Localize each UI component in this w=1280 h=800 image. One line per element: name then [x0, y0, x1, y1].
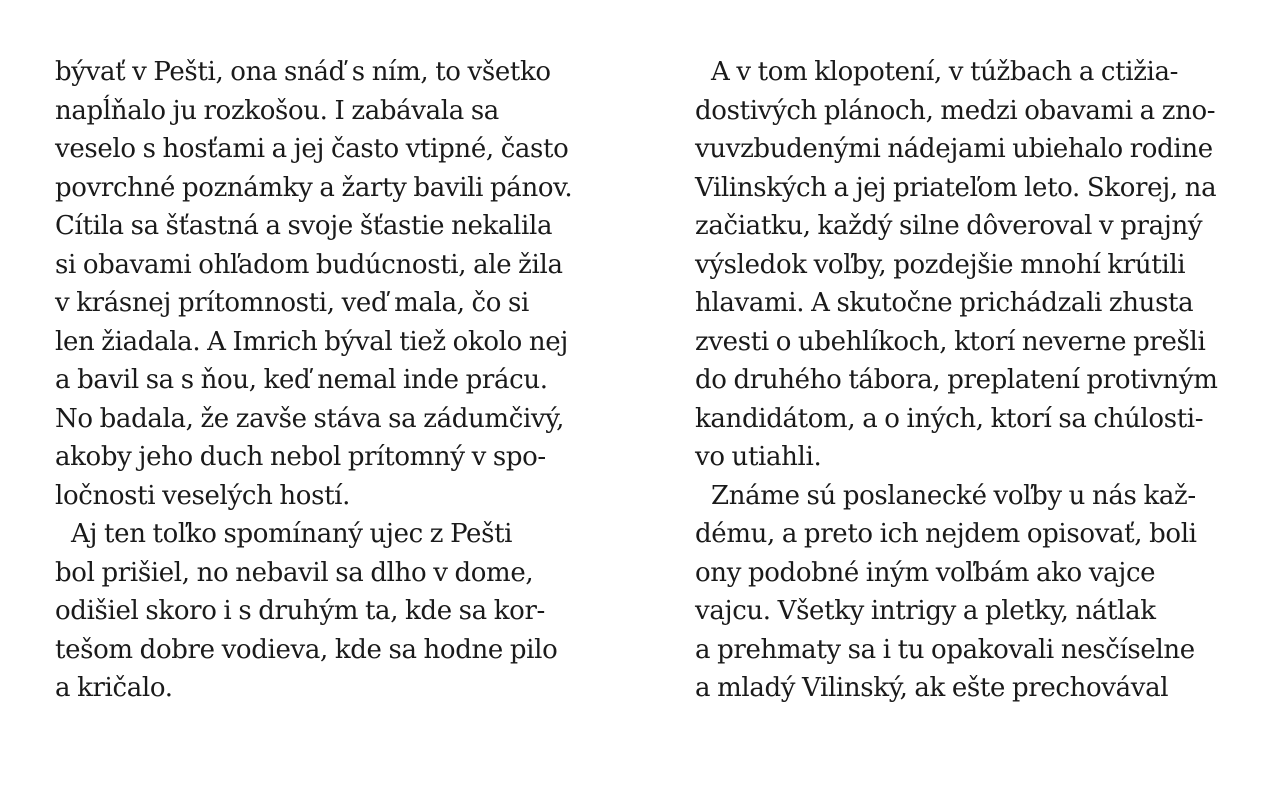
text-line: a mladý Vilinský, ak ešte prechovával	[695, 673, 1169, 703]
text-line: tešom dobre vodieva, kde sa hodne pilo	[55, 634, 558, 665]
text-line: bol prišiel, no nebavil sa dlho v dome,	[55, 557, 534, 588]
text-line: výsledok voľby, pozdejšie mnohí krútili	[695, 249, 1186, 280]
text-line: bývať v Pešti, ona snáď s ním, to všetko	[55, 57, 551, 87]
text-line: ony podobné iným voľbám ako vajce	[695, 557, 1156, 588]
text-line: Cítila sa šťastná a svoje šťastie nekalila	[55, 211, 553, 241]
text-line: a prehmaty sa i tu opakovali nesčíselne	[695, 634, 1195, 665]
text-line: ločnosti veselých hostí.	[55, 480, 351, 511]
text-line: do druhého tábora, preplatení protivným	[695, 365, 1218, 395]
text-line: Vilinských a jej priateľom leto. Skorej, na	[695, 172, 1217, 203]
left-text-column	[55, 53, 615, 708]
text-line: dému, a preto ich nejdem opisovať, boli	[695, 519, 1197, 549]
text-line: napĺňalo ju rozkošou. I zabávala sa	[55, 95, 499, 126]
text-line: začiatku, každý silne dôveroval v prajný	[695, 211, 1203, 241]
text-line: len žiadala. A Imrich býval tiež okolo nej	[55, 326, 569, 357]
text-line: v krásnej prítomnosti, veď mala, čo si	[55, 288, 529, 318]
text-line: kandidátom, a o iných, ktorí sa chúlosti-	[695, 403, 1204, 434]
paragraph-start-line: Aj ten toľko spomínaný ujec z Pešti	[71, 519, 513, 549]
text-line: odišiel skoro i s druhým ta, kde sa kor-	[55, 596, 545, 626]
text-line: vo utiahli.	[695, 442, 822, 472]
text-line: veselo s hosťami a jej často vtipné, často	[55, 134, 569, 164]
paragraph-start-line: Známe sú poslanecké voľby u nás kaž-	[711, 480, 1196, 511]
text-line: si obavami ohľadom budúcnosti, ale žila	[55, 249, 563, 280]
text-line: hlavami. A skutočne prichádzali zhusta	[695, 288, 1194, 318]
paragraph-start-line: A v tom klopotení, v túžbach a ctižia-	[711, 57, 1179, 87]
text-line: akoby jeho duch nebol prítomný v spo-	[55, 442, 546, 472]
text-line: vajcu. Všetky intrigy a pletky, nátlak	[695, 596, 1156, 626]
text-line: zvesti o ubehlíkoch, ktorí neverne prešli	[695, 326, 1206, 357]
right-text-column	[695, 53, 1255, 708]
text-line: No badala, že zavše stáva sa zádumčivý,	[55, 403, 565, 434]
text-line: povrchné poznámky a žarty bavili pánov.	[55, 172, 573, 203]
text-line: dostivých plánoch, medzi obavami a zno-	[695, 95, 1216, 126]
text-line: a kričalo.	[55, 673, 173, 703]
text-line: vuvzbudenými nádejami ubiehalo rodine	[695, 134, 1213, 164]
text-line: a bavil sa s ňou, keď nemal inde prácu.	[55, 365, 548, 395]
